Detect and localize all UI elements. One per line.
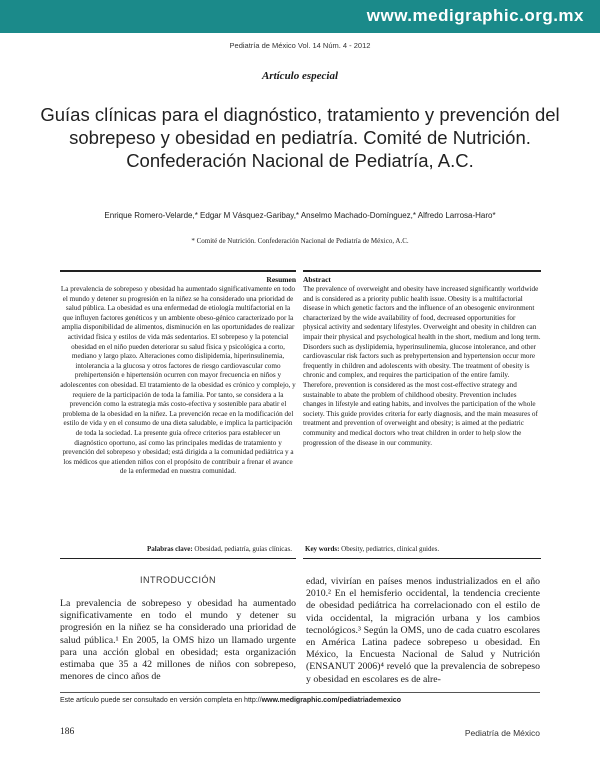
keywords-label: Palabras clave:: [146, 545, 193, 553]
journal-line: Pediatría de México Vol. 14 Núm. 4 - 2012: [229, 41, 371, 50]
intro-col2-paragraph: edad, vivirían en países menos industrializados en el año 2010.² En el hemisferio occidental, la tendencia creciente de obesidad pediátrica ha correlacionado con el estilo de vida occidental, la migración urbana y los cambios tecnológicos.³ Según la OMS, uno de cada cuatro escolares en América Latina padece sobrepeso u obesidad. En México, la Encuesta Nacional de Salud y Nutrición (ENSANUT 2006)⁴ reveló que la prevalencia de sobrepeso y obesidad en escolares es de alre-: [306, 576, 540, 685]
intro-paragraph: La prevalencia de sobrepeso y obesidad ha aumentado significativamente en todo el mundo y detener su progresión en la niñez se ha considerado una prioridad de salud pública.¹ En 2005, la OMS hizo un llamado urgente para una acción global en obesidad; esta organización estimaba que 35 a 42 millones de niños con sobrepeso, menores de cinco años de: [60, 598, 296, 683]
site-banner: [0, 0, 600, 33]
abstract-text: The prevalence of overweight and obesity have increased significantly worldwide and is considered as a priority public health issue. Obesity is a multifactorial disease in which genetic factors and the influence of an obesogenic environment characterized by the wide availability of food, decreased opportunities for physical activity and sedentary lifestyles. Overweight and obesity in children can impair their physical and psychological health in the short, medium and long term. Disorders such as dyslipidemia, hyperinsulinemia, glucose intolerance, and other cardiovascular risk factors such as prehypertension and hypertension occur more frequently in children and adolescents with obesity. The treatment of obesity is chronic and complex, and requires the participation of the entire family. Therefore, prevention is considered as the most cost-effective strategy and sustainable to abate the problem of childhood obesity. Prevention includes changes in lifestyle and eating habits, and involves the participation of the whole society. This guide provides criteria for early diagnosis, and the main measures of treatment and prevention of overweight and obesity; is aimed at the pediatric community and medical doctors who treat children in order to help slow the progression of the disease in our community.: [303, 285, 541, 447]
banner-url[interactable]: www.medigraphic.org.mx: [366, 6, 584, 25]
keywords-value: Obesidad, pediatría, guías clínicas.: [194, 545, 292, 553]
footer-note-prefix: Este artículo puede ser consultado en versión completa en http://: [60, 697, 262, 704]
footer-link[interactable]: www.medigraphic.com/pediatriademexico: [261, 697, 401, 704]
resumen-text: La prevalencia de sobrepeso y obesidad ha aumentado significativamente en todo el mundo y detener su progresión en la niñez se ha considerado una prioridad de salud pública. La obesidad es una enfermedad de etiología multifactorial en la que influyen factores genéticos y un ambiente obeso-génico caracterizado por la amplia disponibilidad de alimentos, disminución en las oportunidades de realizar actividad física y estilos de vida más sedentarios. El sobrepeso y la potencial obesidad en el niño pueden deteriorar su salud física y psicológica a corto, mediano y largo plazo. Alteraciones como dislipidemia, hiperinsulinemia, intolerancia a la glucosa y otros factores de riesgo cardiovascular como prehipertensión e hipertensión ocurren con mayor frecuencia en niños y adolescentes con obesidad. El tratamiento de la obesidad es crónico y complejo, y requiere de la participación de toda la familia. Por tanto, se considera a la prevención como la estrategia más costo-efectiva y sostenible para abatir el problema de la obesidad en la niñez. La prevención recae en la modificación del estilo de vida y en el consumo de una dieta saludable, e implica la participación de toda la sociedad. La presente guía ofrece criterios para establecer un diagnóstico oportuno, así como las principales medidas de tratamiento y prevención del sobrepeso y obesidad; está dirigida a la comunidad pediátrica y a los médicos que atienden niños con el propósito de contribuir a frenar el avance de la enfermedad en nuestra comunidad.: [60, 285, 296, 476]
intro-heading: INTRODUCCIÓN: [140, 575, 216, 585]
keywords-label-en: Key words:: [305, 545, 340, 553]
abstract-box: [303, 270, 541, 559]
resumen-keywords: [147, 545, 292, 553]
affiliation: * Comité de Nutrición. Confederación Nacional de Pediatría de México, A.C.: [191, 237, 409, 245]
article-title: Guías clínicas para el diagnóstico, tratamiento y prevención del sobrepeso y obesidad en pediatría. Comité de Nutrición. Confederación Nacional de Pediatría, A.C.: [40, 104, 560, 171]
footer-journal: Pediatría de México: [464, 728, 540, 738]
footer-divider: [60, 692, 540, 693]
authors: Enrique Romero-Velarde,* Edgar M Vásquez-Garibay,* Anselmo Machado-Domínguez,* Alfredo Larrosa-Haro*: [104, 211, 496, 220]
resumen-heading: Resumen: [266, 275, 296, 284]
footer-note: [60, 697, 401, 704]
resumen-box: [60, 270, 296, 559]
abstract-keywords: [305, 545, 439, 553]
page-number: 186: [60, 727, 75, 737]
abstract-heading: Abstract: [303, 275, 331, 284]
article-type: Artículo especial: [261, 70, 339, 82]
keywords-value-en: Obesity, pediatrics, clinical guides.: [341, 545, 440, 553]
